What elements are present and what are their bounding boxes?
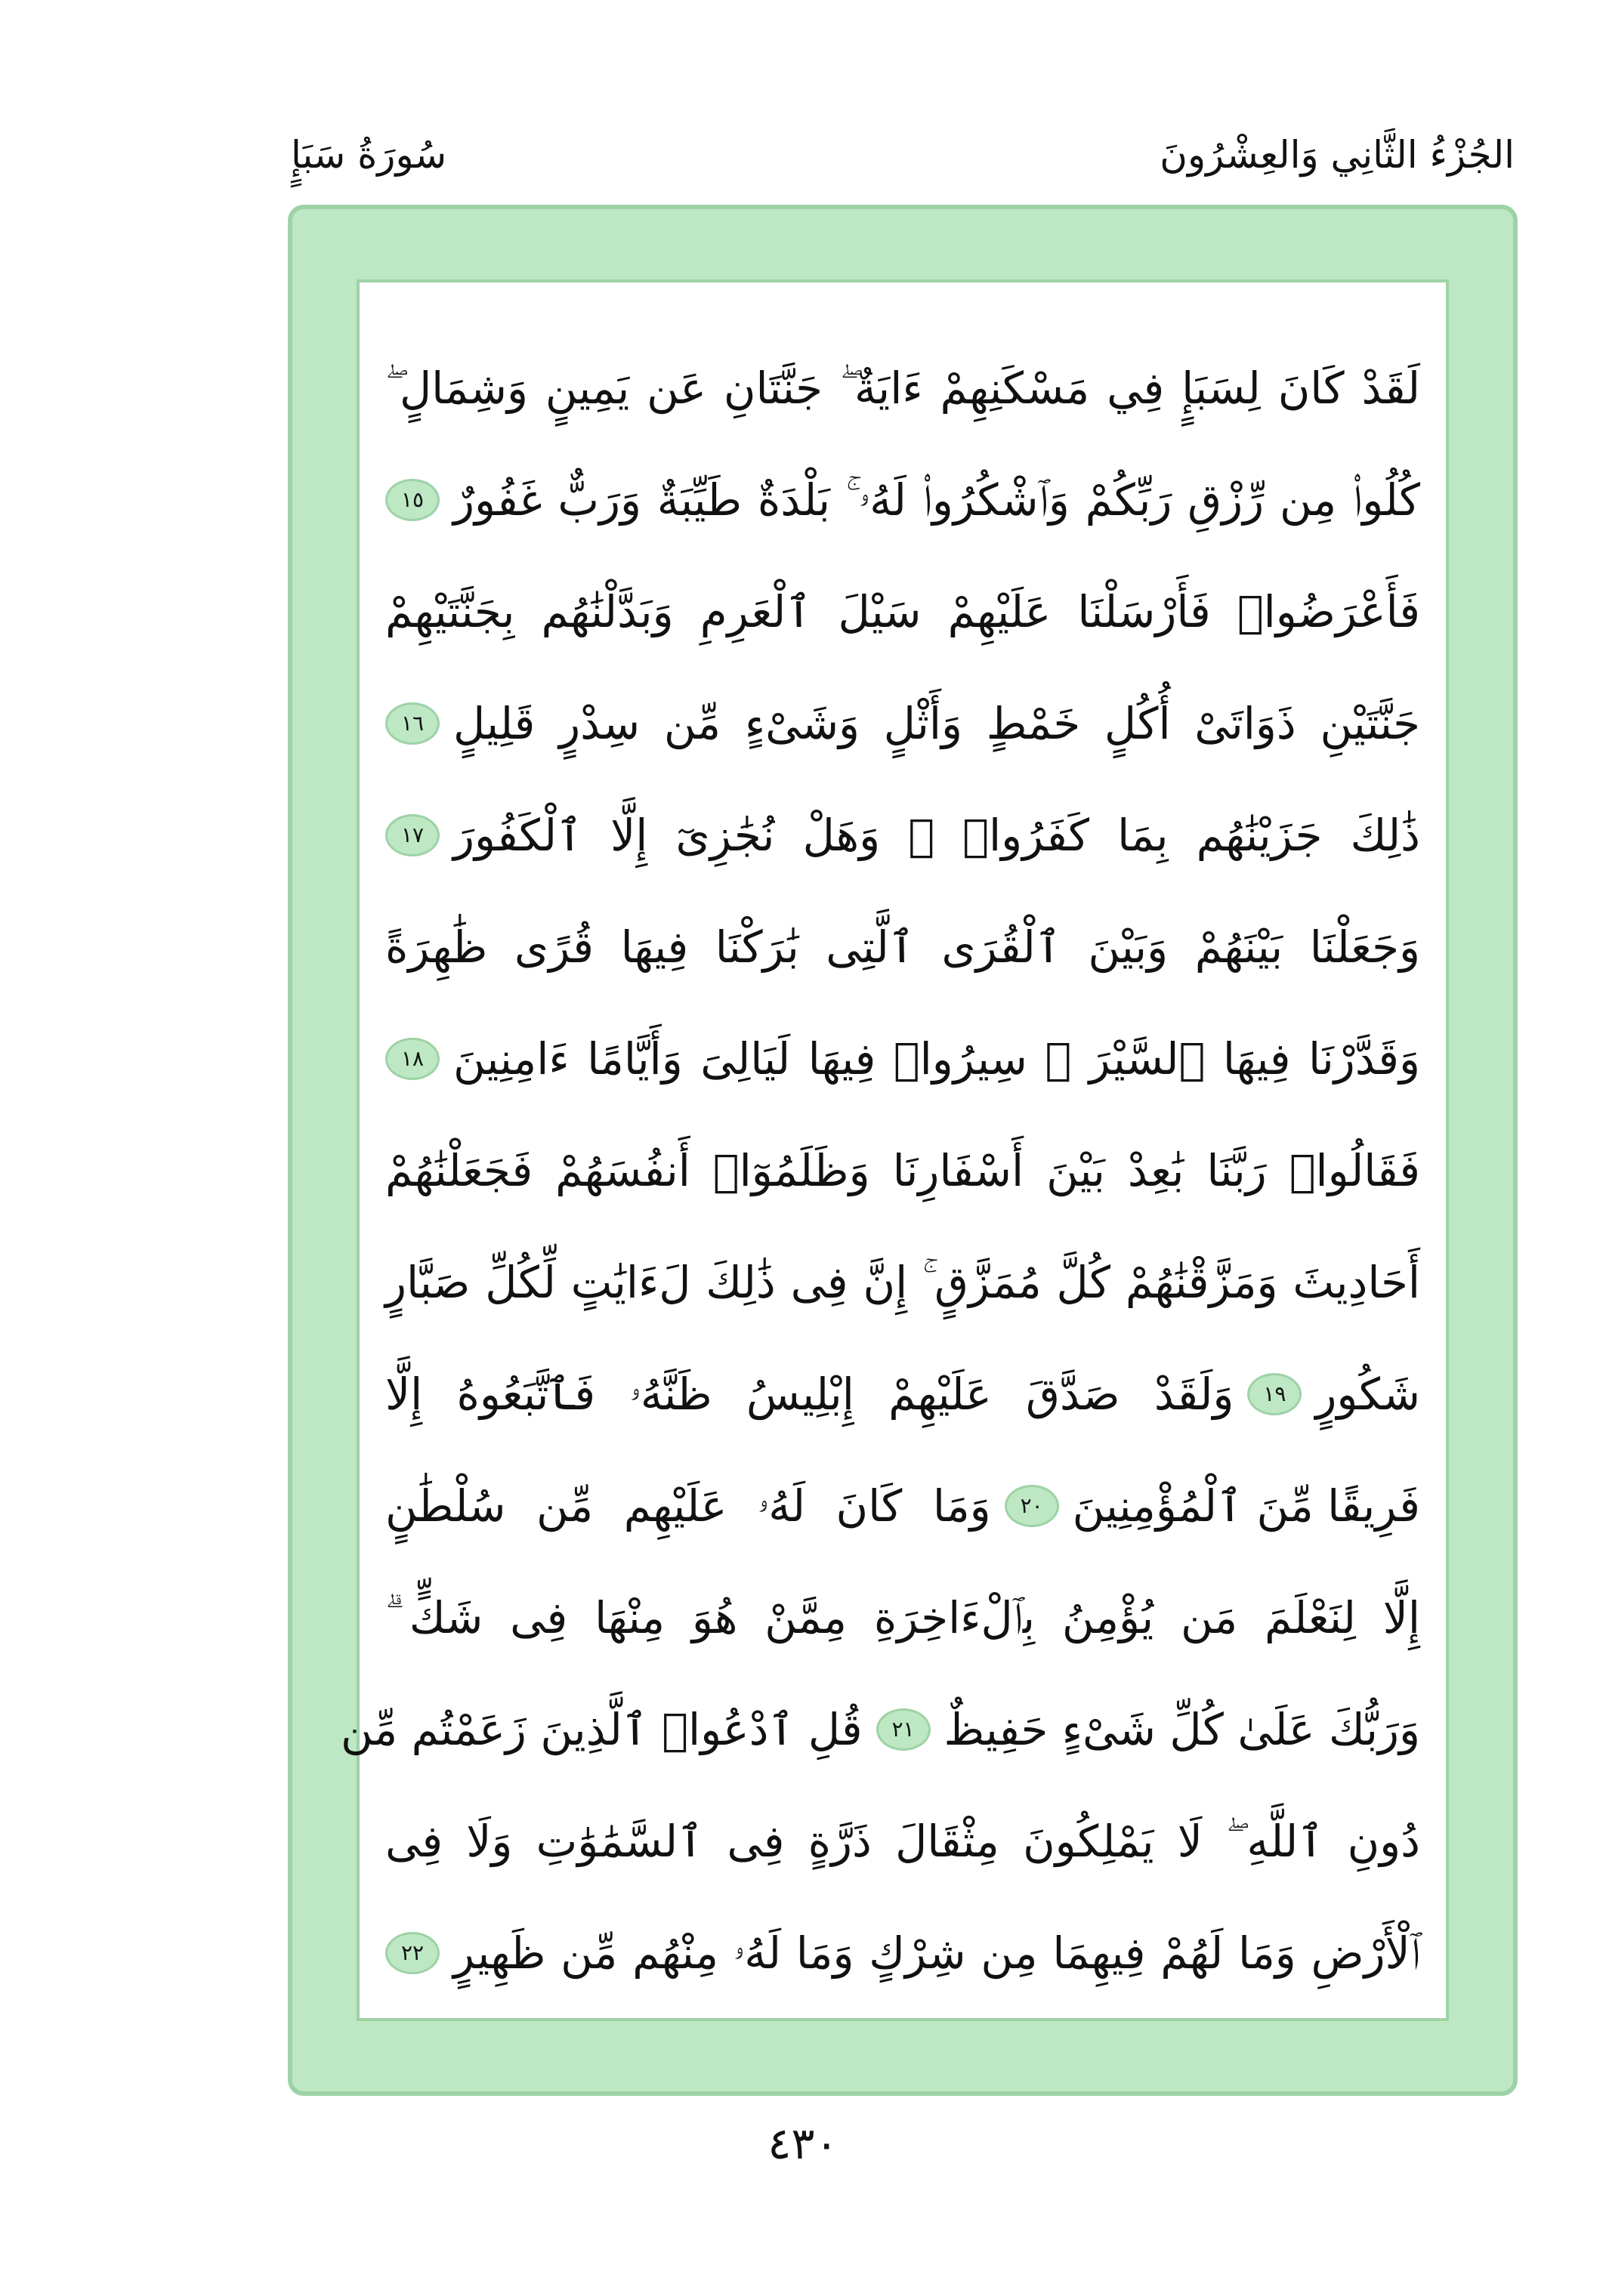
text-line: ٱلْأَرْضِ وَمَا لَهُمْ فِيهِمَا مِن شِرْكٍ وَمَا لَهُۥ مِنْهُم مِّن ظَهِيرٍ ٢٢ xyxy=(385,1897,1420,2009)
text-line: كُلُوا۟ مِن رِّزْقِ رَبِّكُمْ وَٱشْكُرُوا۟ لَهُۥ ۚ بَلْدَةٌ طَيِّبَةٌ وَرَبٌّ غَفُورٌ ١٥ xyxy=(385,444,1420,556)
text-line: وَرَبُّكَ عَلَىٰ كُلِّ شَىْءٍ حَفِيظٌ ٢١ قُلِ ٱدْعُوا۟ ٱلَّذِينَ زَعَمْتُم مِّن xyxy=(340,1704,1420,1755)
ayah-number-marker: ١٥ xyxy=(385,479,440,521)
text-line: ذَٰلِكَ جَزَيْنَٰهُم بِمَا كَفَرُوا۟ ۖ وَهَلْ نُجَٰزِىٓ إِلَّا ٱلْكَفُورَ ١٧ xyxy=(385,779,1420,891)
ayah-number-marker: ٢٠ xyxy=(1005,1485,1059,1527)
text-line: فَرِيقًا مِّنَ ٱلْمُؤْمِنِينَ ٢٠ وَمَا كَانَ لَهُۥ عَلَيْهِم مِّن سُلْطَٰنٍ xyxy=(385,1480,1420,1532)
text-line: دُونِ ٱللَّهِ ۖ لَا يَمْلِكُونَ مِثْقَالَ ذَرَّةٍ فِى ٱلسَّمَٰوَٰتِ وَلَا فِى xyxy=(385,1816,1420,1867)
ayah-number-marker: ٢٢ xyxy=(385,1932,440,1974)
ayah-number-marker: ١٦ xyxy=(385,702,440,745)
text-line: فَأَعْرَضُوا۟ فَأَرْسَلْنَا عَلَيْهِمْ سَيْلَ ٱلْعَرِمِ وَبَدَّلْنَٰهُم بِجَنَّتَيْهِمْ xyxy=(385,586,1420,637)
text-line: شَكُورٍ ١٩ وَلَقَدْ صَدَّقَ عَلَيْهِمْ إِبْلِيسُ ظَنَّهُۥ فَٱتَّبَعُوهُ إِلَّا xyxy=(385,1369,1420,1420)
ayah-number-marker: ١٧ xyxy=(385,814,440,856)
ayah-number-marker: ١٨ xyxy=(385,1038,440,1080)
page-number: ٤٣٠ xyxy=(767,2118,839,2169)
text-line: أَحَادِيثَ وَمَزَّقْنَٰهُمْ كُلَّ مُمَزَّقٍ ۚ إِنَّ فِى ذَٰلِكَ لَءَايَٰتٍ لِّكُلِّ صَبَّارٍ xyxy=(385,1257,1420,1308)
ayah-number-marker: ١٩ xyxy=(1247,1373,1302,1415)
text-line: فَقَالُوا۟ رَبَّنَا بَٰعِدْ بَيْنَ أَسْفَارِنَا وَظَلَمُوٓا۟ أَنفُسَهُمْ فَجَعَلْنَٰهُمْ xyxy=(385,1145,1420,1196)
ayah-lines xyxy=(340,332,1420,2009)
text-line: وَجَعَلْنَا بَيْنَهُمْ وَبَيْنَ ٱلْقُرَى ٱلَّتِى بَٰرَكْنَا فِيهَا قُرًى ظَٰهِرَةً xyxy=(385,921,1420,973)
page-header xyxy=(291,113,1515,196)
text-line: لَقَدْ كَانَ لِسَبَإٍ فِي مَسْكَنِهِمْ ءَايَةٌ ۖ جَنَّتَانِ عَن يَمِينٍ وَشِمَالٍ ۖ xyxy=(385,363,1420,414)
quran-text-panel xyxy=(340,285,1443,2015)
ayah-number-marker: ٢١ xyxy=(876,1708,931,1751)
text-line: جَنَّتَيْنِ ذَوَاتَىْ أُكُلٍ خَمْطٍ وَأَثْلٍ وَشَىْءٍ مِّن سِدْرٍ قَلِيلٍ ١٦ xyxy=(385,668,1420,779)
surah-title: سُورَةُ سَبَإٍ xyxy=(291,133,447,177)
text-line: إِلَّا لِنَعْلَمَ مَن يُؤْمِنُ بِٱلْءَاخِرَةِ مِمَّنْ هُوَ مِنْهَا فِى شَكٍّ ۗ xyxy=(385,1592,1420,1643)
text-line: وَقَدَّرْنَا فِيهَا ٱلسَّيْرَ ۖ سِيرُوا۟ فِيهَا لَيَالِىَ وَأَيَّامًا ءَامِنِينَ ١٨ xyxy=(385,1003,1420,1115)
juz-title: الجُزْءُ الثَّانِي وَالعِشْرُونَ xyxy=(1160,133,1515,177)
